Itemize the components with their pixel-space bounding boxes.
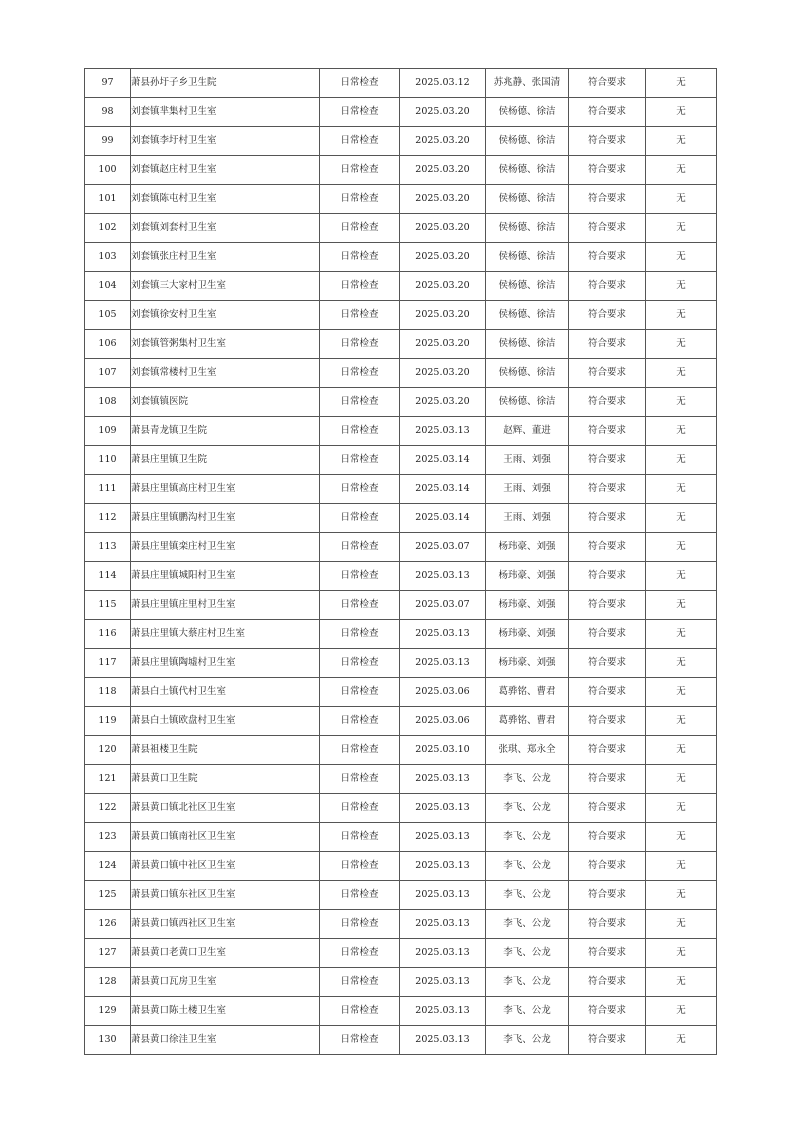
- inspectors-cell: 李飞、公龙: [486, 1026, 569, 1055]
- inspection-type-cell: 日常检查: [320, 98, 400, 127]
- inspection-type-cell: 日常检查: [320, 446, 400, 475]
- institution-name-cell: 萧县黄口瓦房卫生室: [131, 968, 320, 997]
- inspection-type-cell: 日常检查: [320, 562, 400, 591]
- inspection-date-cell: 2025.03.20: [400, 156, 486, 185]
- inspection-result-cell: 符合要求: [569, 475, 646, 504]
- table-row: [85, 504, 717, 533]
- table-row: [85, 997, 717, 1026]
- table-row: [85, 388, 717, 417]
- inspection-result-cell: 符合要求: [569, 533, 646, 562]
- inspection-result-cell: 符合要求: [569, 823, 646, 852]
- row-number-cell: 129: [85, 997, 131, 1026]
- inspection-date-cell: 2025.03.12: [400, 69, 486, 98]
- issues-found-cell: 无: [646, 707, 717, 736]
- issues-found-cell: 无: [646, 69, 717, 98]
- institution-name-cell: 萧县青龙镇卫生院: [131, 417, 320, 446]
- institution-name-cell: 刘套镇芈集村卫生室: [131, 98, 320, 127]
- inspection-result-cell: 符合要求: [569, 388, 646, 417]
- inspectors-cell: 苏兆静、张国清: [486, 69, 569, 98]
- inspectors-cell: 李飞、公龙: [486, 910, 569, 939]
- inspectors-cell: 王雨、刘强: [486, 446, 569, 475]
- inspection-result-cell: 符合要求: [569, 649, 646, 678]
- inspection-result-cell: 符合要求: [569, 562, 646, 591]
- row-number-cell: 124: [85, 852, 131, 881]
- institution-name-cell: 刘套镇李圩村卫生室: [131, 127, 320, 156]
- inspection-date-cell: 2025.03.20: [400, 243, 486, 272]
- issues-found-cell: 无: [646, 243, 717, 272]
- inspection-date-cell: 2025.03.13: [400, 968, 486, 997]
- row-number-cell: 106: [85, 330, 131, 359]
- inspection-result-cell: 符合要求: [569, 156, 646, 185]
- inspection-date-cell: 2025.03.13: [400, 1026, 486, 1055]
- issues-found-cell: 无: [646, 475, 717, 504]
- inspectors-cell: 侯杨德、徐洁: [486, 330, 569, 359]
- inspection-result-cell: 符合要求: [569, 1026, 646, 1055]
- inspectors-cell: 杨玮豪、刘强: [486, 533, 569, 562]
- institution-name-cell: 刘套镇镇医院: [131, 388, 320, 417]
- inspection-result-cell: 符合要求: [569, 359, 646, 388]
- inspection-date-cell: 2025.03.20: [400, 388, 486, 417]
- inspection-type-cell: 日常检查: [320, 794, 400, 823]
- inspectors-cell: 李飞、公龙: [486, 765, 569, 794]
- institution-name-cell: 萧县黄口镇南社区卫生室: [131, 823, 320, 852]
- row-number-cell: 116: [85, 620, 131, 649]
- row-number-cell: 130: [85, 1026, 131, 1055]
- row-number-cell: 102: [85, 214, 131, 243]
- inspection-date-cell: 2025.03.14: [400, 504, 486, 533]
- row-number-cell: 127: [85, 939, 131, 968]
- institution-name-cell: 萧县黄口卫生院: [131, 765, 320, 794]
- inspection-result-cell: 符合要求: [569, 243, 646, 272]
- institution-name-cell: 刘套镇管粥集村卫生室: [131, 330, 320, 359]
- table-row: [85, 823, 717, 852]
- inspection-date-cell: 2025.03.20: [400, 127, 486, 156]
- inspection-result-cell: 符合要求: [569, 214, 646, 243]
- institution-name-cell: 萧县白土镇代村卫生室: [131, 678, 320, 707]
- inspection-type-cell: 日常检查: [320, 620, 400, 649]
- inspection-result-cell: 符合要求: [569, 939, 646, 968]
- inspection-date-cell: 2025.03.20: [400, 359, 486, 388]
- row-number-cell: 119: [85, 707, 131, 736]
- table-row: [85, 98, 717, 127]
- issues-found-cell: 无: [646, 388, 717, 417]
- inspection-date-cell: 2025.03.20: [400, 98, 486, 127]
- inspectors-cell: 侯杨德、徐洁: [486, 98, 569, 127]
- inspection-date-cell: 2025.03.20: [400, 185, 486, 214]
- inspection-date-cell: 2025.03.13: [400, 417, 486, 446]
- table-row: [85, 881, 717, 910]
- inspection-result-cell: 符合要求: [569, 881, 646, 910]
- institution-name-cell: 刘套镇徐安村卫生室: [131, 301, 320, 330]
- inspectors-cell: 侯杨德、徐洁: [486, 214, 569, 243]
- inspection-date-cell: 2025.03.14: [400, 446, 486, 475]
- institution-name-cell: 刘套镇陈屯村卫生室: [131, 185, 320, 214]
- institution-name-cell: 萧县白土镇欧盘村卫生室: [131, 707, 320, 736]
- issues-found-cell: 无: [646, 649, 717, 678]
- inspection-type-cell: 日常检查: [320, 243, 400, 272]
- institution-name-cell: 刘套镇刘套村卫生室: [131, 214, 320, 243]
- issues-found-cell: 无: [646, 997, 717, 1026]
- inspectors-cell: 侯杨德、徐洁: [486, 388, 569, 417]
- inspection-date-cell: 2025.03.10: [400, 736, 486, 765]
- inspection-type-cell: 日常检查: [320, 330, 400, 359]
- issues-found-cell: 无: [646, 852, 717, 881]
- inspection-result-cell: 符合要求: [569, 504, 646, 533]
- table-row: [85, 736, 717, 765]
- row-number-cell: 126: [85, 910, 131, 939]
- issues-found-cell: 无: [646, 156, 717, 185]
- row-number-cell: 123: [85, 823, 131, 852]
- inspection-type-cell: 日常检查: [320, 591, 400, 620]
- inspectors-cell: 李飞、公龙: [486, 794, 569, 823]
- table-row: [85, 910, 717, 939]
- issues-found-cell: 无: [646, 881, 717, 910]
- issues-found-cell: 无: [646, 504, 717, 533]
- inspection-type-cell: 日常检查: [320, 533, 400, 562]
- inspection-date-cell: 2025.03.13: [400, 765, 486, 794]
- institution-name-cell: 萧县黄口老黄口卫生室: [131, 939, 320, 968]
- inspection-date-cell: 2025.03.07: [400, 533, 486, 562]
- inspection-type-cell: 日常检查: [320, 1026, 400, 1055]
- inspection-date-cell: 2025.03.13: [400, 562, 486, 591]
- row-number-cell: 122: [85, 794, 131, 823]
- table-row: [85, 852, 717, 881]
- issues-found-cell: 无: [646, 968, 717, 997]
- issues-found-cell: 无: [646, 417, 717, 446]
- inspectors-cell: 李飞、公龙: [486, 881, 569, 910]
- table-row: [85, 272, 717, 301]
- inspection-type-cell: 日常检查: [320, 968, 400, 997]
- inspection-type-cell: 日常检查: [320, 707, 400, 736]
- table-row: [85, 359, 717, 388]
- table-row: [85, 533, 717, 562]
- row-number-cell: 100: [85, 156, 131, 185]
- inspection-result-cell: 符合要求: [569, 446, 646, 475]
- inspection-date-cell: 2025.03.20: [400, 301, 486, 330]
- issues-found-cell: 无: [646, 562, 717, 591]
- issues-found-cell: 无: [646, 98, 717, 127]
- institution-name-cell: 刘套镇常楼村卫生室: [131, 359, 320, 388]
- inspectors-cell: 侯杨德、徐洁: [486, 301, 569, 330]
- institution-name-cell: 萧县孙圩子乡卫生院: [131, 69, 320, 98]
- inspection-type-cell: 日常检查: [320, 69, 400, 98]
- institution-name-cell: 萧县庄里镇城阳村卫生室: [131, 562, 320, 591]
- inspection-date-cell: 2025.03.13: [400, 649, 486, 678]
- institution-name-cell: 萧县庄里镇鹏沟村卫生室: [131, 504, 320, 533]
- inspection-type-cell: 日常检查: [320, 910, 400, 939]
- table-row: [85, 939, 717, 968]
- row-number-cell: 125: [85, 881, 131, 910]
- inspection-type-cell: 日常检查: [320, 852, 400, 881]
- inspection-date-cell: 2025.03.13: [400, 881, 486, 910]
- table-row: [85, 591, 717, 620]
- row-number-cell: 105: [85, 301, 131, 330]
- row-number-cell: 118: [85, 678, 131, 707]
- inspection-table: [84, 68, 717, 1055]
- inspection-type-cell: 日常检查: [320, 388, 400, 417]
- table-row: [85, 214, 717, 243]
- inspectors-cell: 杨玮豪、刘强: [486, 591, 569, 620]
- table-row: [85, 475, 717, 504]
- table-row: [85, 794, 717, 823]
- inspection-date-cell: 2025.03.13: [400, 620, 486, 649]
- inspection-result-cell: 符合要求: [569, 127, 646, 156]
- table-row: [85, 417, 717, 446]
- inspectors-cell: 侯杨德、徐洁: [486, 272, 569, 301]
- row-number-cell: 113: [85, 533, 131, 562]
- institution-name-cell: 萧县黄口镇北社区卫生室: [131, 794, 320, 823]
- inspection-type-cell: 日常检查: [320, 156, 400, 185]
- row-number-cell: 112: [85, 504, 131, 533]
- table-row: [85, 301, 717, 330]
- institution-name-cell: 萧县庄里镇高庄村卫生室: [131, 475, 320, 504]
- issues-found-cell: 无: [646, 678, 717, 707]
- inspectors-cell: 王雨、刘强: [486, 475, 569, 504]
- inspectors-cell: 杨玮豪、刘强: [486, 649, 569, 678]
- inspection-result-cell: 符合要求: [569, 98, 646, 127]
- institution-name-cell: 萧县黄口镇中社区卫生室: [131, 852, 320, 881]
- issues-found-cell: 无: [646, 533, 717, 562]
- inspection-result-cell: 符合要求: [569, 69, 646, 98]
- issues-found-cell: 无: [646, 736, 717, 765]
- table-row: [85, 620, 717, 649]
- row-number-cell: 101: [85, 185, 131, 214]
- inspection-result-cell: 符合要求: [569, 185, 646, 214]
- issues-found-cell: 无: [646, 823, 717, 852]
- inspectors-cell: 李飞、公龙: [486, 852, 569, 881]
- inspection-date-cell: 2025.03.20: [400, 272, 486, 301]
- table-row: [85, 765, 717, 794]
- row-number-cell: 97: [85, 69, 131, 98]
- inspection-result-cell: 符合要求: [569, 736, 646, 765]
- row-number-cell: 121: [85, 765, 131, 794]
- inspection-date-cell: 2025.03.20: [400, 214, 486, 243]
- row-number-cell: 111: [85, 475, 131, 504]
- row-number-cell: 98: [85, 98, 131, 127]
- row-number-cell: 99: [85, 127, 131, 156]
- table-row: [85, 707, 717, 736]
- inspectors-cell: 李飞、公龙: [486, 997, 569, 1026]
- table-row: [85, 156, 717, 185]
- inspection-result-cell: 符合要求: [569, 794, 646, 823]
- inspectors-cell: 杨玮豪、刘强: [486, 562, 569, 591]
- institution-name-cell: 萧县庄里镇庄里村卫生室: [131, 591, 320, 620]
- institution-name-cell: 萧县庄里镇卫生院: [131, 446, 320, 475]
- inspection-type-cell: 日常检查: [320, 475, 400, 504]
- inspection-date-cell: 2025.03.13: [400, 823, 486, 852]
- inspection-result-cell: 符合要求: [569, 678, 646, 707]
- issues-found-cell: 无: [646, 591, 717, 620]
- institution-name-cell: 萧县庄里镇大蔡庄村卫生室: [131, 620, 320, 649]
- inspection-type-cell: 日常检查: [320, 765, 400, 794]
- inspectors-cell: 李飞、公龙: [486, 823, 569, 852]
- table-row: [85, 562, 717, 591]
- row-number-cell: 120: [85, 736, 131, 765]
- inspection-date-cell: 2025.03.20: [400, 330, 486, 359]
- inspection-result-cell: 符合要求: [569, 852, 646, 881]
- row-number-cell: 128: [85, 968, 131, 997]
- row-number-cell: 109: [85, 417, 131, 446]
- inspectors-cell: 葛骅铭、曹君: [486, 707, 569, 736]
- inspectors-cell: 赵辉、董进: [486, 417, 569, 446]
- table-row: [85, 185, 717, 214]
- inspection-type-cell: 日常检查: [320, 736, 400, 765]
- inspectors-cell: 张琪、郑永全: [486, 736, 569, 765]
- table-row: [85, 330, 717, 359]
- issues-found-cell: 无: [646, 127, 717, 156]
- inspection-date-cell: 2025.03.13: [400, 910, 486, 939]
- inspection-result-cell: 符合要求: [569, 301, 646, 330]
- inspection-type-cell: 日常检查: [320, 939, 400, 968]
- institution-name-cell: 萧县庄里镇栾庄村卫生室: [131, 533, 320, 562]
- row-number-cell: 110: [85, 446, 131, 475]
- row-number-cell: 115: [85, 591, 131, 620]
- inspection-type-cell: 日常检查: [320, 185, 400, 214]
- inspection-result-cell: 符合要求: [569, 765, 646, 794]
- inspection-date-cell: 2025.03.13: [400, 852, 486, 881]
- inspection-result-cell: 符合要求: [569, 968, 646, 997]
- inspection-result-cell: 符合要求: [569, 910, 646, 939]
- institution-name-cell: 萧县黄口镇西社区卫生室: [131, 910, 320, 939]
- inspection-type-cell: 日常检查: [320, 823, 400, 852]
- issues-found-cell: 无: [646, 330, 717, 359]
- inspection-result-cell: 符合要求: [569, 707, 646, 736]
- inspection-type-cell: 日常检查: [320, 417, 400, 446]
- inspectors-cell: 侯杨德、徐洁: [486, 127, 569, 156]
- issues-found-cell: 无: [646, 185, 717, 214]
- issues-found-cell: 无: [646, 765, 717, 794]
- institution-name-cell: 刘套镇张庄村卫生室: [131, 243, 320, 272]
- inspectors-cell: 侯杨德、徐洁: [486, 185, 569, 214]
- table-row: [85, 243, 717, 272]
- inspectors-cell: 李飞、公龙: [486, 968, 569, 997]
- inspection-result-cell: 符合要求: [569, 417, 646, 446]
- inspection-type-cell: 日常检查: [320, 301, 400, 330]
- issues-found-cell: 无: [646, 301, 717, 330]
- inspection-table-body: [85, 69, 717, 1055]
- inspection-type-cell: 日常检查: [320, 678, 400, 707]
- issues-found-cell: 无: [646, 214, 717, 243]
- table-row: [85, 446, 717, 475]
- institution-name-cell: 萧县黄口镇东社区卫生室: [131, 881, 320, 910]
- table-row: [85, 127, 717, 156]
- inspection-type-cell: 日常检查: [320, 881, 400, 910]
- inspection-date-cell: 2025.03.06: [400, 707, 486, 736]
- issues-found-cell: 无: [646, 910, 717, 939]
- inspection-date-cell: 2025.03.06: [400, 678, 486, 707]
- inspectors-cell: 李飞、公龙: [486, 939, 569, 968]
- row-number-cell: 103: [85, 243, 131, 272]
- inspection-type-cell: 日常检查: [320, 214, 400, 243]
- inspectors-cell: 侯杨德、徐洁: [486, 243, 569, 272]
- inspectors-cell: 葛骅铭、曹君: [486, 678, 569, 707]
- inspection-date-cell: 2025.03.13: [400, 939, 486, 968]
- row-number-cell: 114: [85, 562, 131, 591]
- institution-name-cell: 萧县祖楼卫生院: [131, 736, 320, 765]
- institution-name-cell: 萧县黄口陈土楼卫生室: [131, 997, 320, 1026]
- issues-found-cell: 无: [646, 1026, 717, 1055]
- table-row: [85, 678, 717, 707]
- issues-found-cell: 无: [646, 272, 717, 301]
- inspection-date-cell: 2025.03.07: [400, 591, 486, 620]
- issues-found-cell: 无: [646, 446, 717, 475]
- inspection-type-cell: 日常检查: [320, 649, 400, 678]
- inspection-result-cell: 符合要求: [569, 330, 646, 359]
- table-row: [85, 649, 717, 678]
- inspection-type-cell: 日常检查: [320, 997, 400, 1026]
- inspection-type-cell: 日常检查: [320, 359, 400, 388]
- inspection-date-cell: 2025.03.13: [400, 997, 486, 1026]
- inspection-result-cell: 符合要求: [569, 591, 646, 620]
- table-row: [85, 69, 717, 98]
- issues-found-cell: 无: [646, 794, 717, 823]
- inspection-date-cell: 2025.03.13: [400, 794, 486, 823]
- table-row: [85, 1026, 717, 1055]
- inspection-type-cell: 日常检查: [320, 504, 400, 533]
- inspection-date-cell: 2025.03.14: [400, 475, 486, 504]
- issues-found-cell: 无: [646, 939, 717, 968]
- row-number-cell: 107: [85, 359, 131, 388]
- inspection-result-cell: 符合要求: [569, 620, 646, 649]
- row-number-cell: 108: [85, 388, 131, 417]
- inspectors-cell: 侯杨德、徐洁: [486, 359, 569, 388]
- inspection-type-cell: 日常检查: [320, 127, 400, 156]
- institution-name-cell: 刘套镇三大家村卫生室: [131, 272, 320, 301]
- inspection-result-cell: 符合要求: [569, 997, 646, 1026]
- row-number-cell: 104: [85, 272, 131, 301]
- issues-found-cell: 无: [646, 620, 717, 649]
- table-row: [85, 968, 717, 997]
- institution-name-cell: 刘套镇赵庄村卫生室: [131, 156, 320, 185]
- issues-found-cell: 无: [646, 359, 717, 388]
- inspectors-cell: 侯杨德、徐洁: [486, 156, 569, 185]
- inspectors-cell: 王雨、刘强: [486, 504, 569, 533]
- inspection-type-cell: 日常检查: [320, 272, 400, 301]
- institution-name-cell: 萧县庄里镇陶墟村卫生室: [131, 649, 320, 678]
- inspectors-cell: 杨玮豪、刘强: [486, 620, 569, 649]
- institution-name-cell: 萧县黄口徐洼卫生室: [131, 1026, 320, 1055]
- inspection-result-cell: 符合要求: [569, 272, 646, 301]
- row-number-cell: 117: [85, 649, 131, 678]
